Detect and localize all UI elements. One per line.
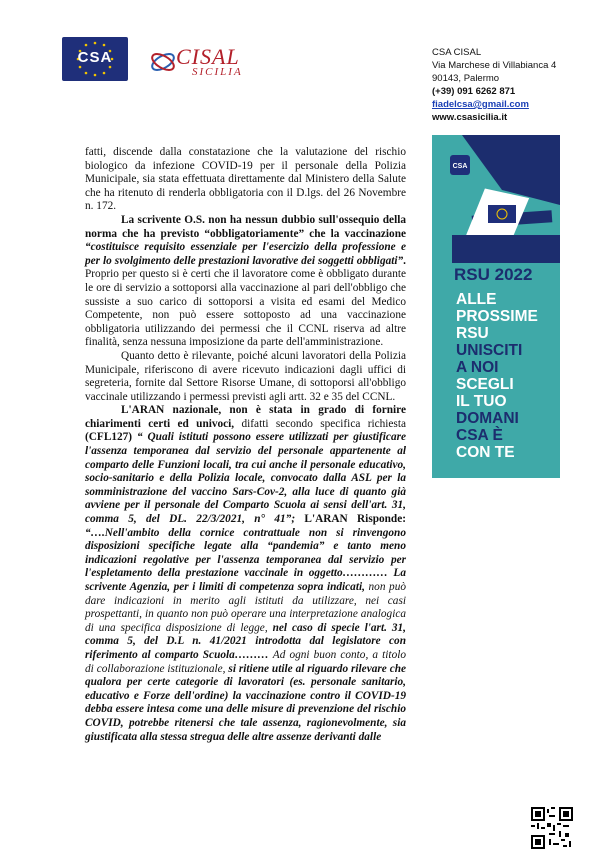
paragraph-4 [85, 404, 406, 744]
p4-aran-label: L'ARAN Risponde: [304, 513, 406, 526]
p4-code: (CFL127) [85, 431, 133, 444]
csa-logo-text: CSA [77, 49, 113, 66]
contact-email-link[interactable]: fiadelcsa@gmail.com [432, 99, 529, 110]
banner-line-10: CON TE [456, 444, 515, 461]
contact-block [432, 46, 556, 124]
banner-line-3: RSU [456, 325, 489, 342]
cisal-logo [148, 44, 258, 84]
rsu-banner [432, 135, 560, 478]
p4-italic-2: Ad ogni buon conto, a titolo di collaborazione istituzionale, [85, 648, 406, 675]
banner-line-1: ALLE [456, 291, 497, 308]
contact-city: 90143, Palermo [432, 73, 500, 84]
contact-address: Via Marchese di Villabianca 4 [432, 60, 557, 71]
document-body [85, 146, 406, 744]
p4-italic-1: non può dare indicazioni in merito agli istituti da utilizzare, nei casi prospettanti, in quanto non può operare una interpretazione analogica di una specifica disposizione di legge, [85, 581, 407, 634]
p2-quote: “costituisce requisito essenziale per l'esercizio della professione e per lo svolgimento delle prestazioni lavorative dei soggetti obbligati” [85, 241, 406, 267]
banner-line-6: SCEGLI [456, 376, 514, 393]
ballot-box-illustration [432, 135, 560, 263]
p4-question: “ Quali istituti possono essere utilizzati per giustificare l'assenza temporanea dal servizio del personale appartenente al comparto delle Funzioni locali, tra cui anche il personale educativo, socio-sanitario e della Polizia locale, convocato dalla ASL per la somministrazione del vaccino Sars-Cov-2, alla luce di quanto già avviene per il personale del Comparto Scuola ai sensi dell'art. 31, comma 5, del DL. 22/3/2021, n° 41”; [85, 431, 407, 526]
banner-csa-mini-logo: CSA [452, 163, 468, 170]
contact-org: CSA CISAL [432, 47, 482, 58]
cisal-logo-name: CISAL [176, 44, 240, 69]
banner-line-2: PROSSIME [456, 308, 538, 325]
banner-line-8: DOMANI [456, 410, 519, 427]
p2-bold: La scrivente O.S. non ha nessun dubbio sull'ossequio della norma che ha previsto “obbligatoriamente” che la vaccinazione [85, 213, 406, 240]
contact-website[interactable]: www.csasicilia.it [432, 112, 508, 123]
p2-rest: Proprio per questo si è certi che il lavoratore come è obbligato durante le ore di servizio a sottoporsi alla vaccinazione al pari dell'obbligo che sussiste a suo carico di sottoporsi a visita ed esami del Medico Competente, non può essere sottoposto ad una vaccinazione obbligatoria utilizzando dei permessi che il CCNL riserva ad altre finalità, senza nessuna imposizione da parte dell'amministrazione. [85, 268, 406, 349]
banner-line-5: A NOI [456, 359, 499, 376]
banner-title: RSU 2022 [454, 265, 533, 284]
cisal-swirl-icon [148, 46, 178, 78]
p4-normal: difatti secondo specifica richiesta [241, 417, 406, 430]
paragraph-1: fatti, discende dalla constatazione che la valutazione del rischio biologico da infezione COVID-19 per il personale della Polizia Municipale, sia stata effettuata direttamente dal Ministero della Salute che ha ritenuto di renderla obbligatoria con il D.lgs. del 26 Novembre n. 172. [85, 146, 406, 213]
p4-answer: “….Nell'ambito della cornice contrattuale non si rinvengono disposizioni specifiche legate alla “pandemia” e tanto meno indicazioni regolative per l'assenza temporanea dal servizio per l'espletamento della prestazione vaccinale in oggetto………… La scrivente Agenzia, per i limiti di competenza sopra indicati, [85, 526, 406, 593]
contact-phone: (+39) 091 6262 871 [432, 86, 516, 97]
qr-code-icon [531, 807, 573, 849]
paragraph-3: Quanto detto è rilevante, poiché alcuni lavoratori della Polizia Municipale, riferiscono di avere ricevuto indicazioni dagli uffici di segreteria, fornite dal Settore Risorse Umane, di sottoporsi all'obbligo vaccinale utilizzando i permessi previsti agli artt. 32 e 35 del CCNL. [85, 349, 406, 403]
banner-line-7: IL TUO [456, 393, 507, 410]
p4-conclusion: si ritiene utile al riguardo rilevare che qualora per certe categorie di lavoratori (es. personale sanitario, educativo e Forze dell'ordine) la vaccinazione contro il COVID-19 debba essere intesa come una delle misure di prevenzione del rischio COVID, potrebbe ritenersi che tale assenza, ragionevolmente, sia giustificata alla stessa stregua delle altre assenze derivanti dalle [85, 662, 407, 743]
p2-period: . [403, 254, 406, 267]
cisal-logo-sub: SICILIA [192, 66, 243, 78]
p4-law-ref: nel caso di specie l'art. 31, comma 5, del D.L n. 41/2021 introdotta dal legislatore con riferimento al comparto Scuola……… [85, 621, 406, 661]
p4-bold: L'ARAN nazionale, non è stata in grado di fornire chiarimenti certi ed univoci, [85, 404, 406, 430]
banner-line-9: CSA È [456, 427, 503, 444]
banner-line-4: UNISCITI [456, 342, 523, 359]
paragraph-2 [85, 214, 406, 350]
csa-logo [62, 37, 128, 81]
